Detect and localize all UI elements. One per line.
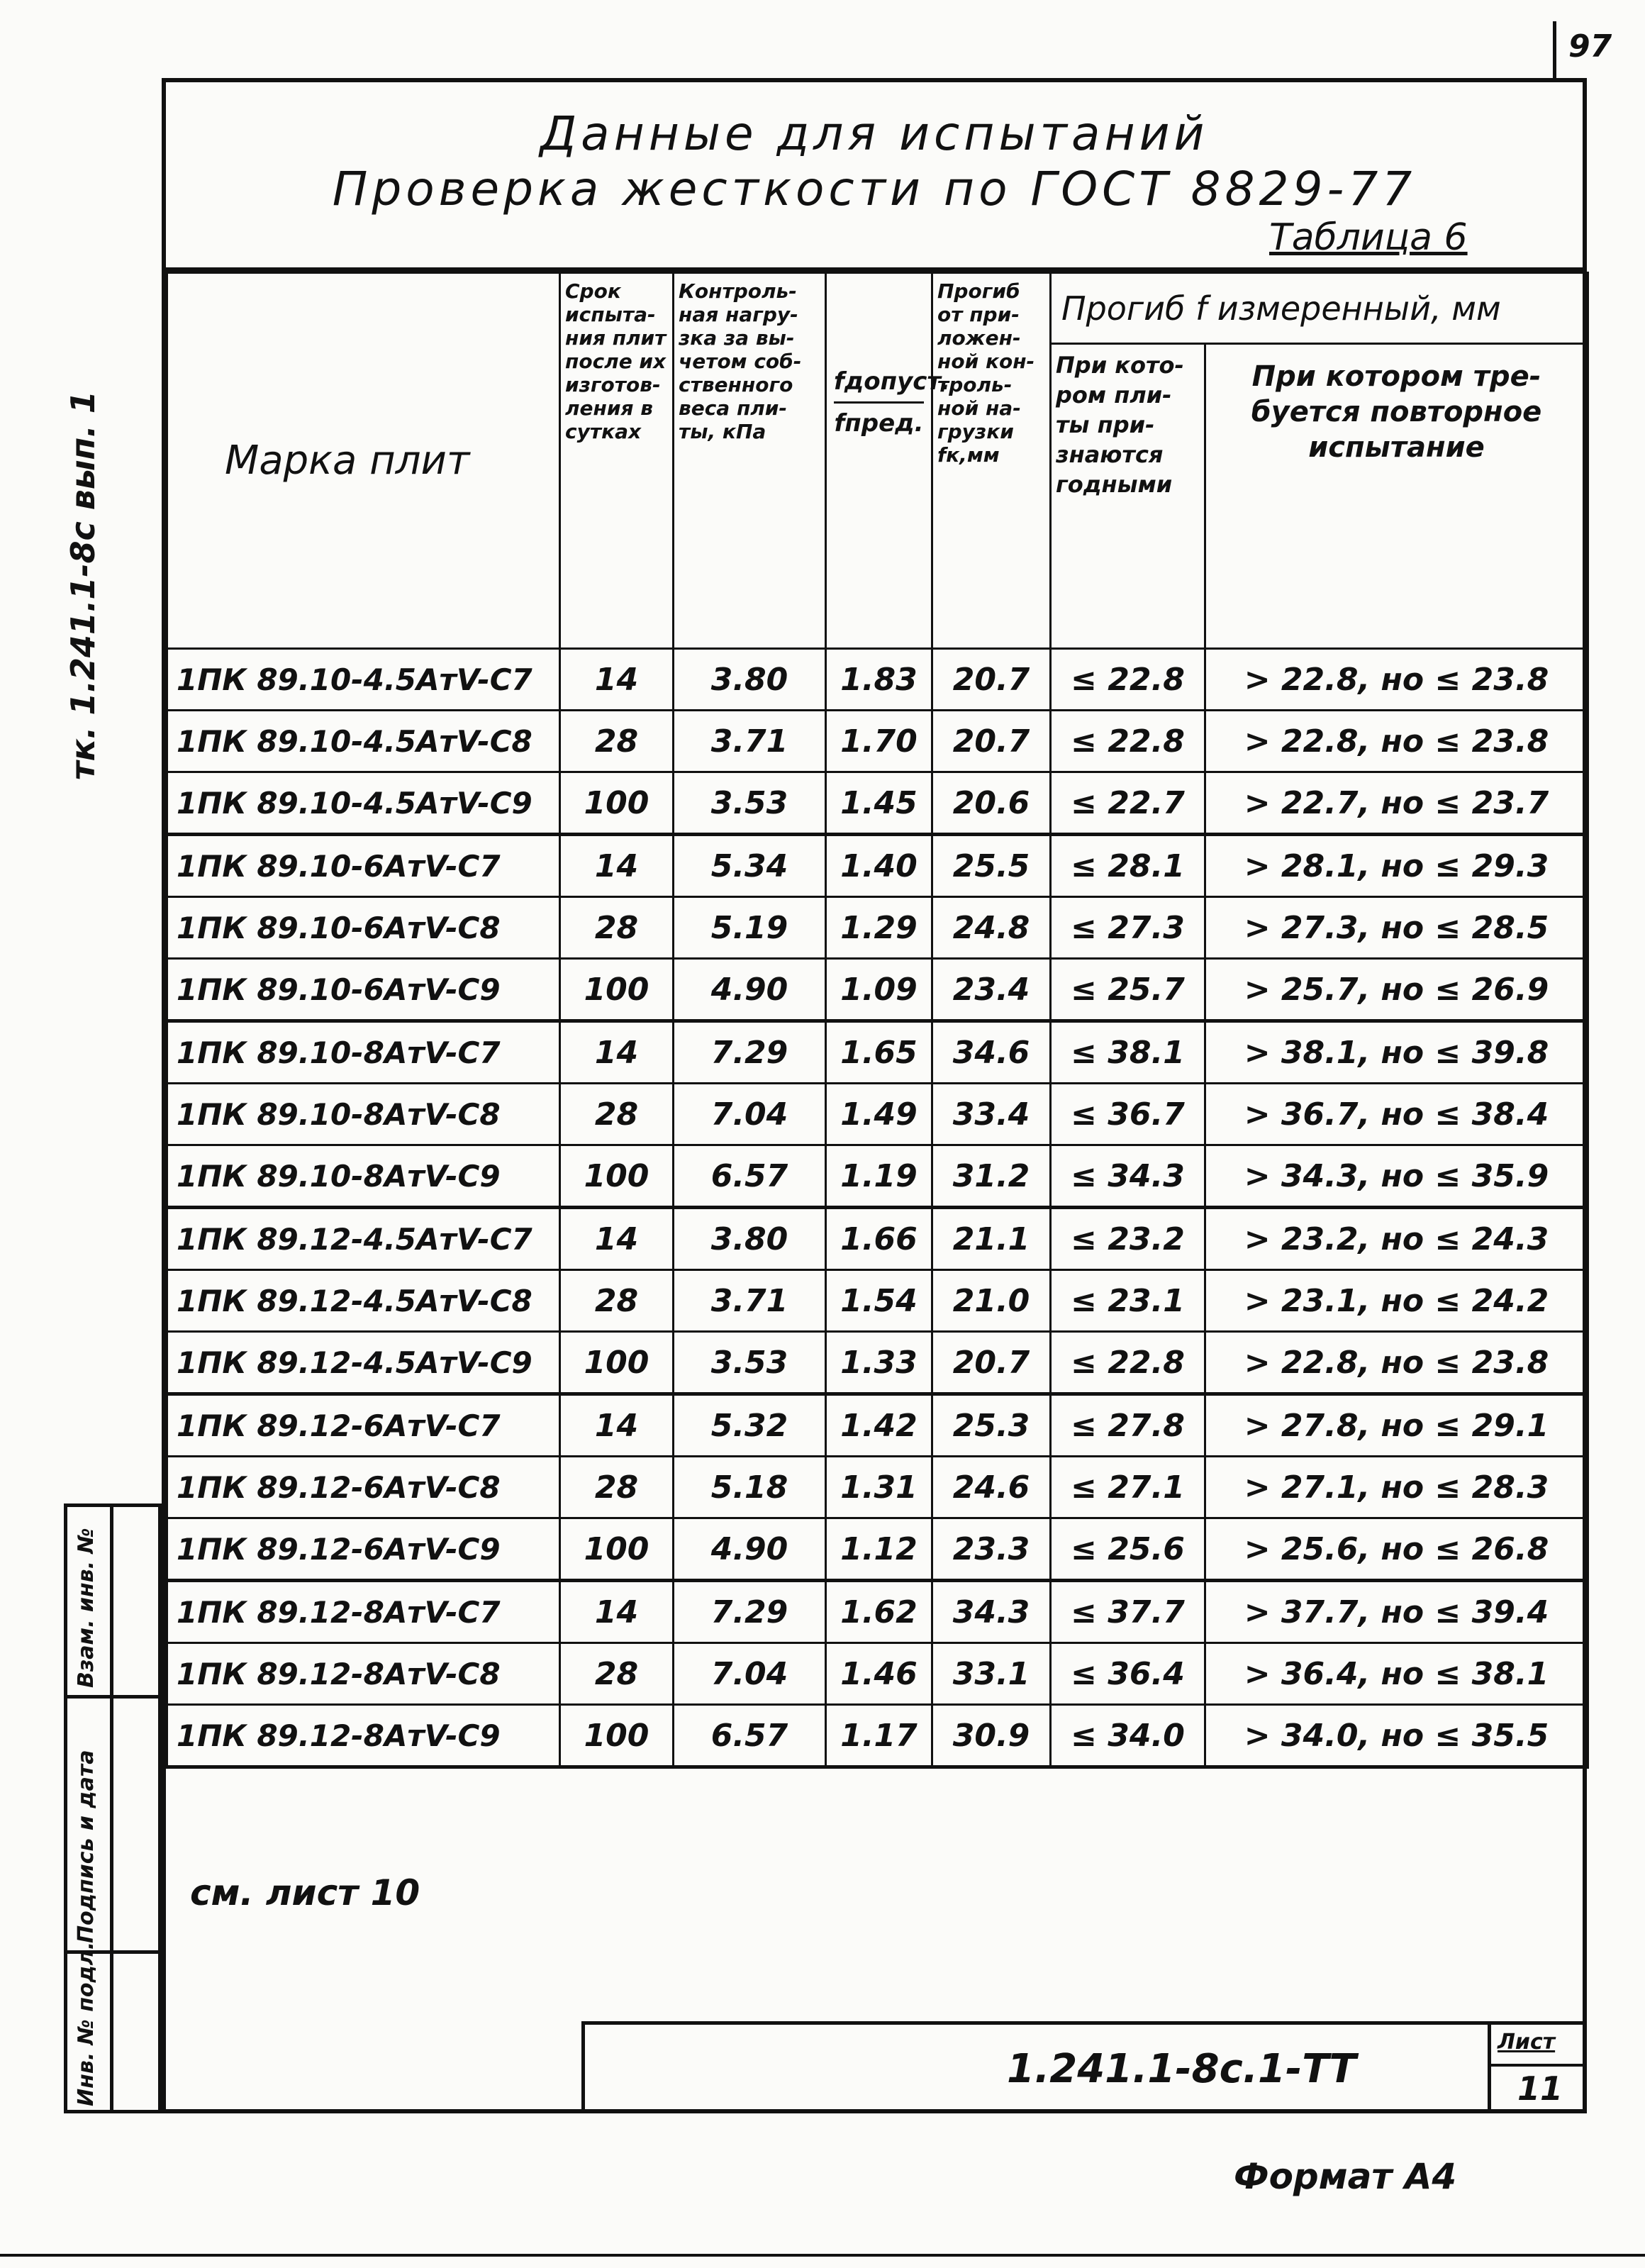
side-designation: тк. 1.241.1-8с вып. 1 [64,391,102,780]
cell-retest: > 25.6, но ≤ 26.8 [1205,1518,1588,1581]
cell-mark: 1ПК 89.10-4.5АтV-С7 [167,649,560,711]
cell-ok: ≤ 27.3 [1051,897,1205,959]
cell-load: 3.80 [674,649,826,711]
cell-load: 5.34 [674,835,826,897]
cell-retest: > 28.1, но ≤ 29.3 [1205,835,1588,897]
cell-days: 28 [560,711,674,772]
cell-fk: 21.1 [932,1208,1051,1270]
cell-fk: 34.3 [932,1581,1051,1643]
cell-ratio: 1.65 [826,1021,932,1084]
sheet-number: 11 [1517,2069,1563,2108]
table-row [167,897,1588,959]
cell-mark: 1ПК 89.12-4.5АтV-С8 [167,1270,560,1332]
header-load: Контроль-ная нагру-зка за вы-четом соб-ственного веса пли-ты, кПа [674,273,826,649]
cell-load: 7.29 [674,1021,826,1084]
header-ratio [826,273,951,649]
cell-days: 14 [560,1394,674,1457]
cell-load: 3.80 [674,1208,826,1270]
title-line-2: Проверка жесткости по ГОСТ 8829-77 [332,162,1417,216]
header-suitable: При кото-ром пли-ты при-знаются годными [1051,344,1205,649]
cell-retest: > 36.4, но ≤ 38.1 [1205,1643,1588,1705]
cell-ratio: 1.12 [826,1518,932,1581]
cell-load: 7.04 [674,1643,826,1705]
cell-mark: 1ПК 89.10-6АтV-С7 [167,835,560,897]
cell-fk: 20.7 [932,711,1051,772]
cell-days: 28 [560,1084,674,1145]
cell-ratio: 1.45 [826,772,932,835]
cell-retest: > 38.1, но ≤ 39.8 [1205,1021,1588,1084]
cell-days: 28 [560,1270,674,1332]
bottom-edge-line [0,2254,1645,2257]
cell-days: 14 [560,835,674,897]
table-row [167,835,1588,897]
cell-fk: 25.5 [932,835,1051,897]
cell-fk: 33.4 [932,1084,1051,1145]
cell-ok: ≤ 22.8 [1051,1332,1205,1394]
cell-days: 14 [560,649,674,711]
table-row [167,1457,1588,1518]
cell-retest: > 25.7, но ≤ 26.9 [1205,959,1588,1021]
cell-days: 28 [560,1643,674,1705]
cell-ratio: 1.70 [826,711,932,772]
header-ratio-bottom: fпред. [834,409,924,438]
cell-retest: > 37.7, но ≤ 39.4 [1205,1581,1588,1643]
table-label: Таблица 6 [1269,216,1468,259]
side-stamp-sep-1 [64,1695,162,1699]
cell-days: 14 [560,1581,674,1643]
cell-ratio: 1.46 [826,1643,932,1705]
cell-retest: > 22.7, но ≤ 23.7 [1205,772,1588,835]
cell-mark: 1ПК 89.10-8АтV-С9 [167,1145,560,1208]
cell-mark: 1ПК 89.10-8АтV-С8 [167,1084,560,1145]
cell-mark: 1ПК 89.12-8АтV-С8 [167,1643,560,1705]
cell-ok: ≤ 23.2 [1051,1208,1205,1270]
sheet-reference-note: см. лист 10 [190,1872,420,1913]
cell-load: 3.53 [674,1332,826,1394]
side-field-inventory: Инв. № подл. [74,1941,99,2106]
table-row [167,1084,1588,1145]
cell-mark: 1ПК 89.10-4.5АтV-С8 [167,711,560,772]
cell-mark: 1ПК 89.10-4.5АтV-С9 [167,772,560,835]
cell-days: 100 [560,1332,674,1394]
table-row [167,1394,1588,1457]
title-block-divider [1488,2021,1491,2113]
test-data-table [166,272,1589,1769]
header-retest: При котором тре-буется повторное испытание [1205,344,1588,649]
cell-ratio: 1.42 [826,1394,932,1457]
cell-ratio: 1.54 [826,1270,932,1332]
header-term: Срок испыта-ния плит после их изготов-ления в сутках [560,273,674,649]
header-deflection-measured: Прогиб f измеренный, мм [1051,273,1588,344]
cell-fk: 31.2 [932,1145,1051,1208]
cell-retest: > 23.2, но ≤ 24.3 [1205,1208,1588,1270]
cell-ok: ≤ 28.1 [1051,835,1205,897]
cell-fk: 23.3 [932,1518,1051,1581]
cell-days: 14 [560,1021,674,1084]
cell-days: 28 [560,1457,674,1518]
cell-ok: ≤ 36.4 [1051,1643,1205,1705]
cell-fk: 20.7 [932,649,1051,711]
cell-ok: ≤ 36.7 [1051,1084,1205,1145]
table-row [167,1208,1588,1270]
cell-mark: 1ПК 89.12-6АтV-С7 [167,1394,560,1457]
cell-retest: > 36.7, но ≤ 38.4 [1205,1084,1588,1145]
table-row [167,1145,1588,1208]
cell-fk: 23.4 [932,959,1051,1021]
table-row [167,711,1588,772]
cell-ok: ≤ 37.7 [1051,1581,1205,1643]
cell-days: 100 [560,1518,674,1581]
cell-fk: 34.6 [932,1021,1051,1084]
cell-fk: 20.6 [932,772,1051,835]
cell-ok: ≤ 25.6 [1051,1518,1205,1581]
cell-load: 3.71 [674,1270,826,1332]
cell-mark: 1ПК 89.12-8АтV-С9 [167,1705,560,1767]
cell-retest: > 27.3, но ≤ 28.5 [1205,897,1588,959]
side-field-signature: Подпись и дата [74,1750,99,1943]
cell-fk: 24.6 [932,1457,1051,1518]
cell-ratio: 1.40 [826,835,932,897]
cell-load: 3.71 [674,711,826,772]
format-label: Формат А4 [1234,2156,1457,2197]
cell-fk: 24.8 [932,897,1051,959]
cell-ok: ≤ 38.1 [1051,1021,1205,1084]
cell-retest: > 22.8, но ≤ 23.8 [1205,711,1588,772]
cell-load: 6.57 [674,1145,826,1208]
cell-fk: 30.9 [932,1705,1051,1767]
cell-load: 7.29 [674,1581,826,1643]
cell-ok: ≤ 27.8 [1051,1394,1205,1457]
cell-fk: 21.0 [932,1270,1051,1332]
cell-ok: ≤ 22.8 [1051,649,1205,711]
cell-mark: 1ПК 89.12-6АтV-С8 [167,1457,560,1518]
cell-ratio: 1.09 [826,959,932,1021]
cell-load: 5.19 [674,897,826,959]
cell-ok: ≤ 27.1 [1051,1457,1205,1518]
cell-load: 4.90 [674,959,826,1021]
table-row [167,959,1588,1021]
table-row [167,649,1588,711]
cell-mark: 1ПК 89.10-6АтV-С9 [167,959,560,1021]
title-line-1: Данные для испытаний [540,106,1209,161]
cell-mark: 1ПК 89.12-4.5АтV-С7 [167,1208,560,1270]
table-row [167,1518,1588,1581]
cell-mark: 1ПК 89.12-8АтV-С7 [167,1581,560,1643]
cell-retest: > 22.8, но ≤ 23.8 [1205,1332,1588,1394]
cell-ratio: 1.49 [826,1084,932,1145]
cell-ratio: 1.17 [826,1705,932,1767]
cell-days: 100 [560,1145,674,1208]
cell-load: 5.32 [674,1394,826,1457]
cell-ratio: 1.19 [826,1145,932,1208]
cell-ratio: 1.31 [826,1457,932,1518]
cell-retest: > 22.8, но ≤ 23.8 [1205,649,1588,711]
cell-mark: 1ПК 89.12-4.5АтV-С9 [167,1332,560,1394]
cell-retest: > 23.1, но ≤ 24.2 [1205,1270,1588,1332]
cell-days: 100 [560,959,674,1021]
header-deflection-calc: Прогиб от при-ложен-ной кон-троль-ной на-грузки fк,мм [932,273,1051,649]
cell-days: 28 [560,897,674,959]
cell-retest: > 27.1, но ≤ 28.3 [1205,1457,1588,1518]
cell-ok: ≤ 34.3 [1051,1145,1205,1208]
table-row [167,1021,1588,1084]
table-row [167,1270,1588,1332]
cell-days: 14 [560,1208,674,1270]
cell-days: 100 [560,772,674,835]
cell-load: 4.90 [674,1518,826,1581]
cell-retest: > 27.8, но ≤ 29.1 [1205,1394,1588,1457]
page-number: 97 [1568,28,1612,65]
cell-mark: 1ПК 89.12-6АтV-С9 [167,1518,560,1581]
cell-ratio: 1.33 [826,1332,932,1394]
cell-load: 7.04 [674,1084,826,1145]
cell-mark: 1ПК 89.10-6АтV-С8 [167,897,560,959]
cell-fk: 33.1 [932,1643,1051,1705]
table-row [167,1705,1588,1767]
cell-mark: 1ПК 89.10-8АтV-С7 [167,1021,560,1084]
document-code: 1.241.1-8с.1-ТТ [1007,2046,1356,2092]
table-body [167,649,1588,1767]
cell-retest: > 34.3, но ≤ 35.9 [1205,1145,1588,1208]
sheet-label: Лист [1498,2030,1556,2055]
cell-load: 6.57 [674,1705,826,1767]
header-ratio-top: fдопуст. [834,366,924,404]
side-field-replacement: Взам. инв. № [74,1528,99,1688]
header-mark: Марка плит [167,273,560,649]
table-row [167,772,1588,835]
cell-ok: ≤ 34.0 [1051,1705,1205,1767]
cell-ratio: 1.66 [826,1208,932,1270]
sheet-cell-divider [1488,2064,1587,2067]
cell-load: 5.18 [674,1457,826,1518]
cell-retest: > 34.0, но ≤ 35.5 [1205,1705,1588,1767]
cell-fk: 25.3 [932,1394,1051,1457]
cell-ok: ≤ 22.8 [1051,711,1205,772]
cell-ratio: 1.83 [826,649,932,711]
page-number-rule [1553,21,1556,78]
cell-ratio: 1.62 [826,1581,932,1643]
table-row [167,1581,1588,1643]
cell-days: 100 [560,1705,674,1767]
cell-fk: 20.7 [932,1332,1051,1394]
cell-ok: ≤ 23.1 [1051,1270,1205,1332]
cell-ok: ≤ 22.7 [1051,772,1205,835]
table-row [167,1332,1588,1394]
cell-ok: ≤ 25.7 [1051,959,1205,1021]
side-stamp-inner-line [110,1503,113,2113]
cell-load: 3.53 [674,772,826,835]
table-row [167,1643,1588,1705]
cell-ratio: 1.29 [826,897,932,959]
